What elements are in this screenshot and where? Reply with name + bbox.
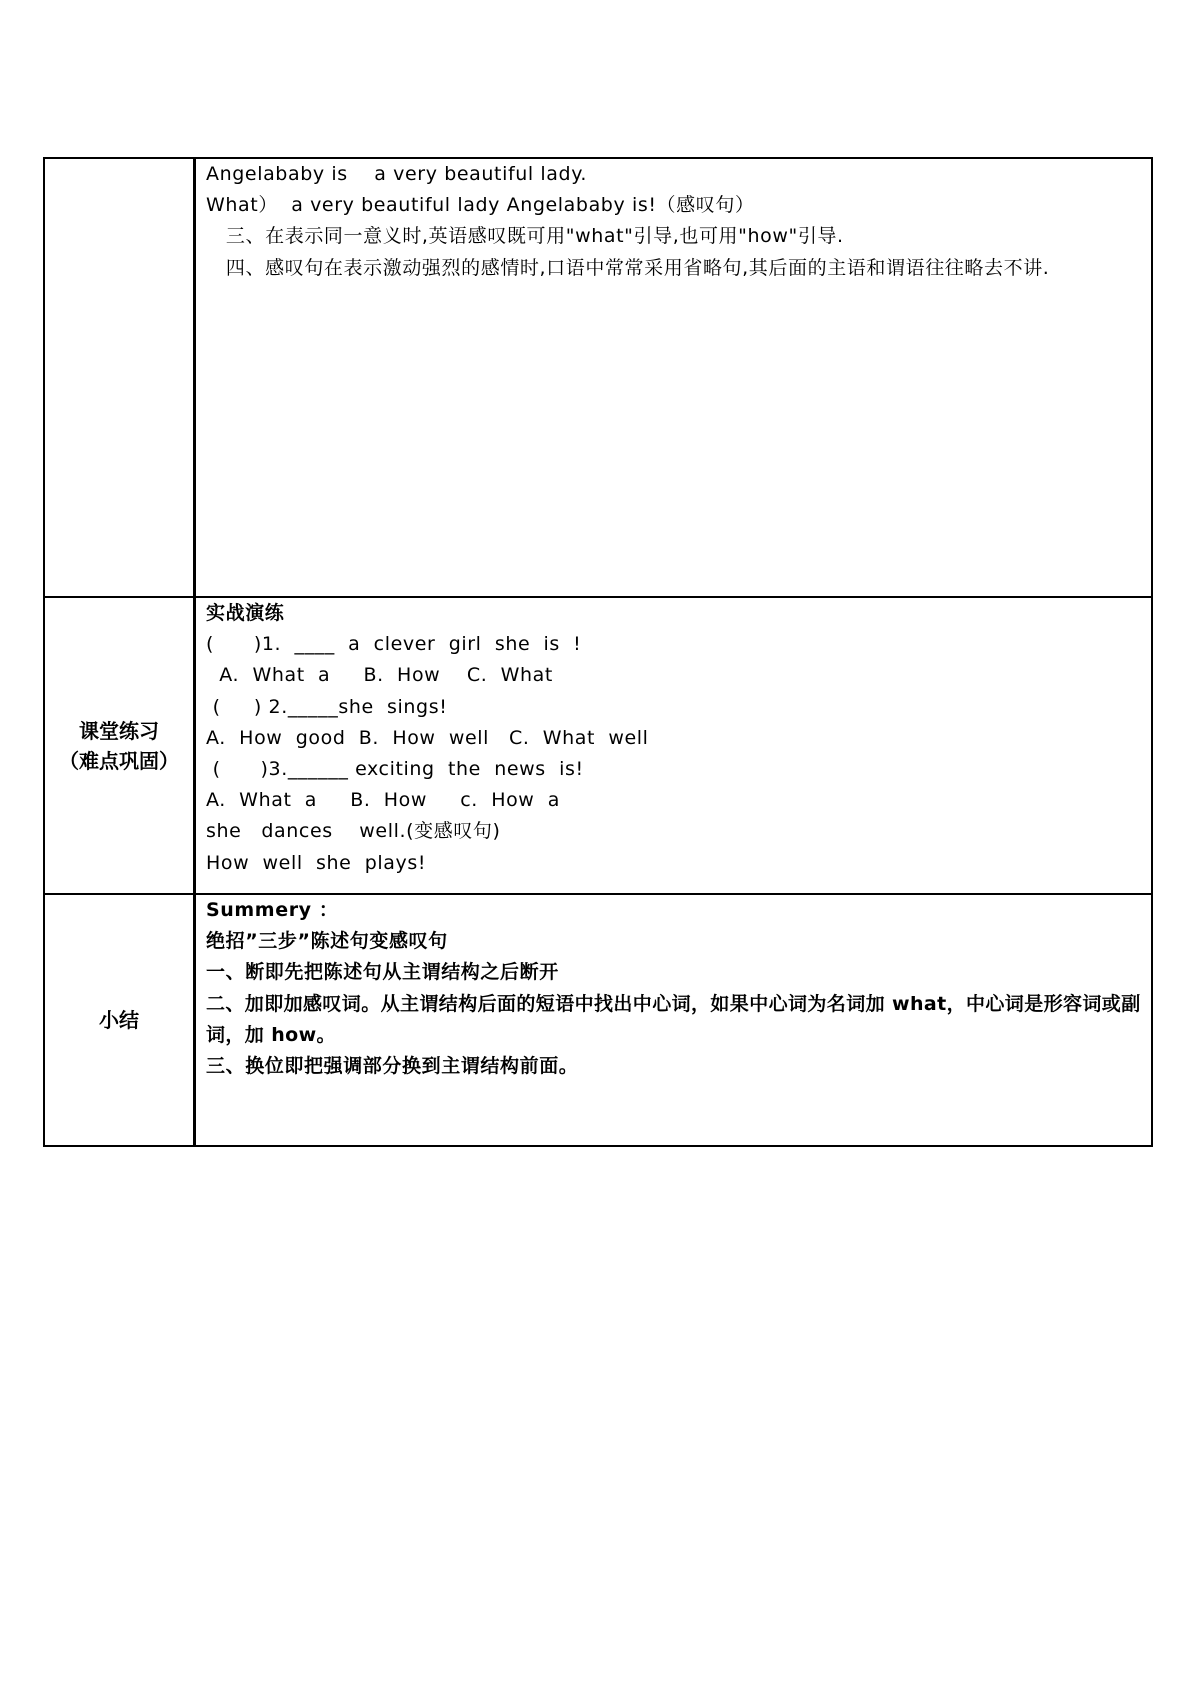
row-label-summary [44,894,195,1146]
section-heading: 实战演练 [206,602,285,624]
exercise-line: How well she plays! [206,851,427,874]
summary-line: 二、加即加感叹词。从主谓结构后面的短语中找出中心词，如果中心词为名词加 what，中心词是形容词或副词，加 how。 [206,992,1141,1046]
summary-line: 绝招”三步”陈述句变感叹句 [206,930,448,953]
text-line: 四、感叹句在表示激动强烈的感情时,口语中常常采用省略句,其后面的主语和谓语往往略去不讲. [206,256,1050,279]
text-line: Angelababy is a very beautiful lady. [206,163,587,185]
summary-line: 三、换位即把强调部分换到主谓结构前面。 [206,1055,579,1078]
summary-content [195,894,1153,1146]
label-line: （难点巩固） [59,748,179,773]
question-line: ( )1. ____ a clever girl she is ! [206,633,582,656]
summary-line: 一、断即先把陈述句从主谓结构之后断开 [206,961,559,984]
label-line: 课堂练习 [79,718,159,743]
text-line: 三、在表示同一意义时,英语感叹既可用"what"引导,也可用"how"引导. [206,225,844,248]
table-row-explanation [44,158,1152,597]
row-label-practice [44,597,195,894]
text-line: What） a very beautiful lady Angelababy is!（感叹句） [206,194,755,217]
options-line: A. What a B. How C. What [206,664,553,687]
explanation-content [195,158,1153,597]
question-line: ( )3.______ exciting the news is! [206,758,584,781]
exercise-line: she dances well.(变感叹句) [206,820,501,843]
label-line: 小结 [99,1008,139,1032]
table-row-summary [44,894,1152,1146]
practice-content [195,597,1153,894]
lesson-table [43,157,1153,1147]
section-heading: Summery ： [206,899,339,921]
table-row-practice [44,597,1152,894]
options-line: A. How good B. How well C. What well [206,726,649,749]
row-label-empty [44,158,195,597]
options-line: A. What a B. How c. How a [206,789,560,812]
question-line: ( ) 2._____she sings! [206,695,448,718]
